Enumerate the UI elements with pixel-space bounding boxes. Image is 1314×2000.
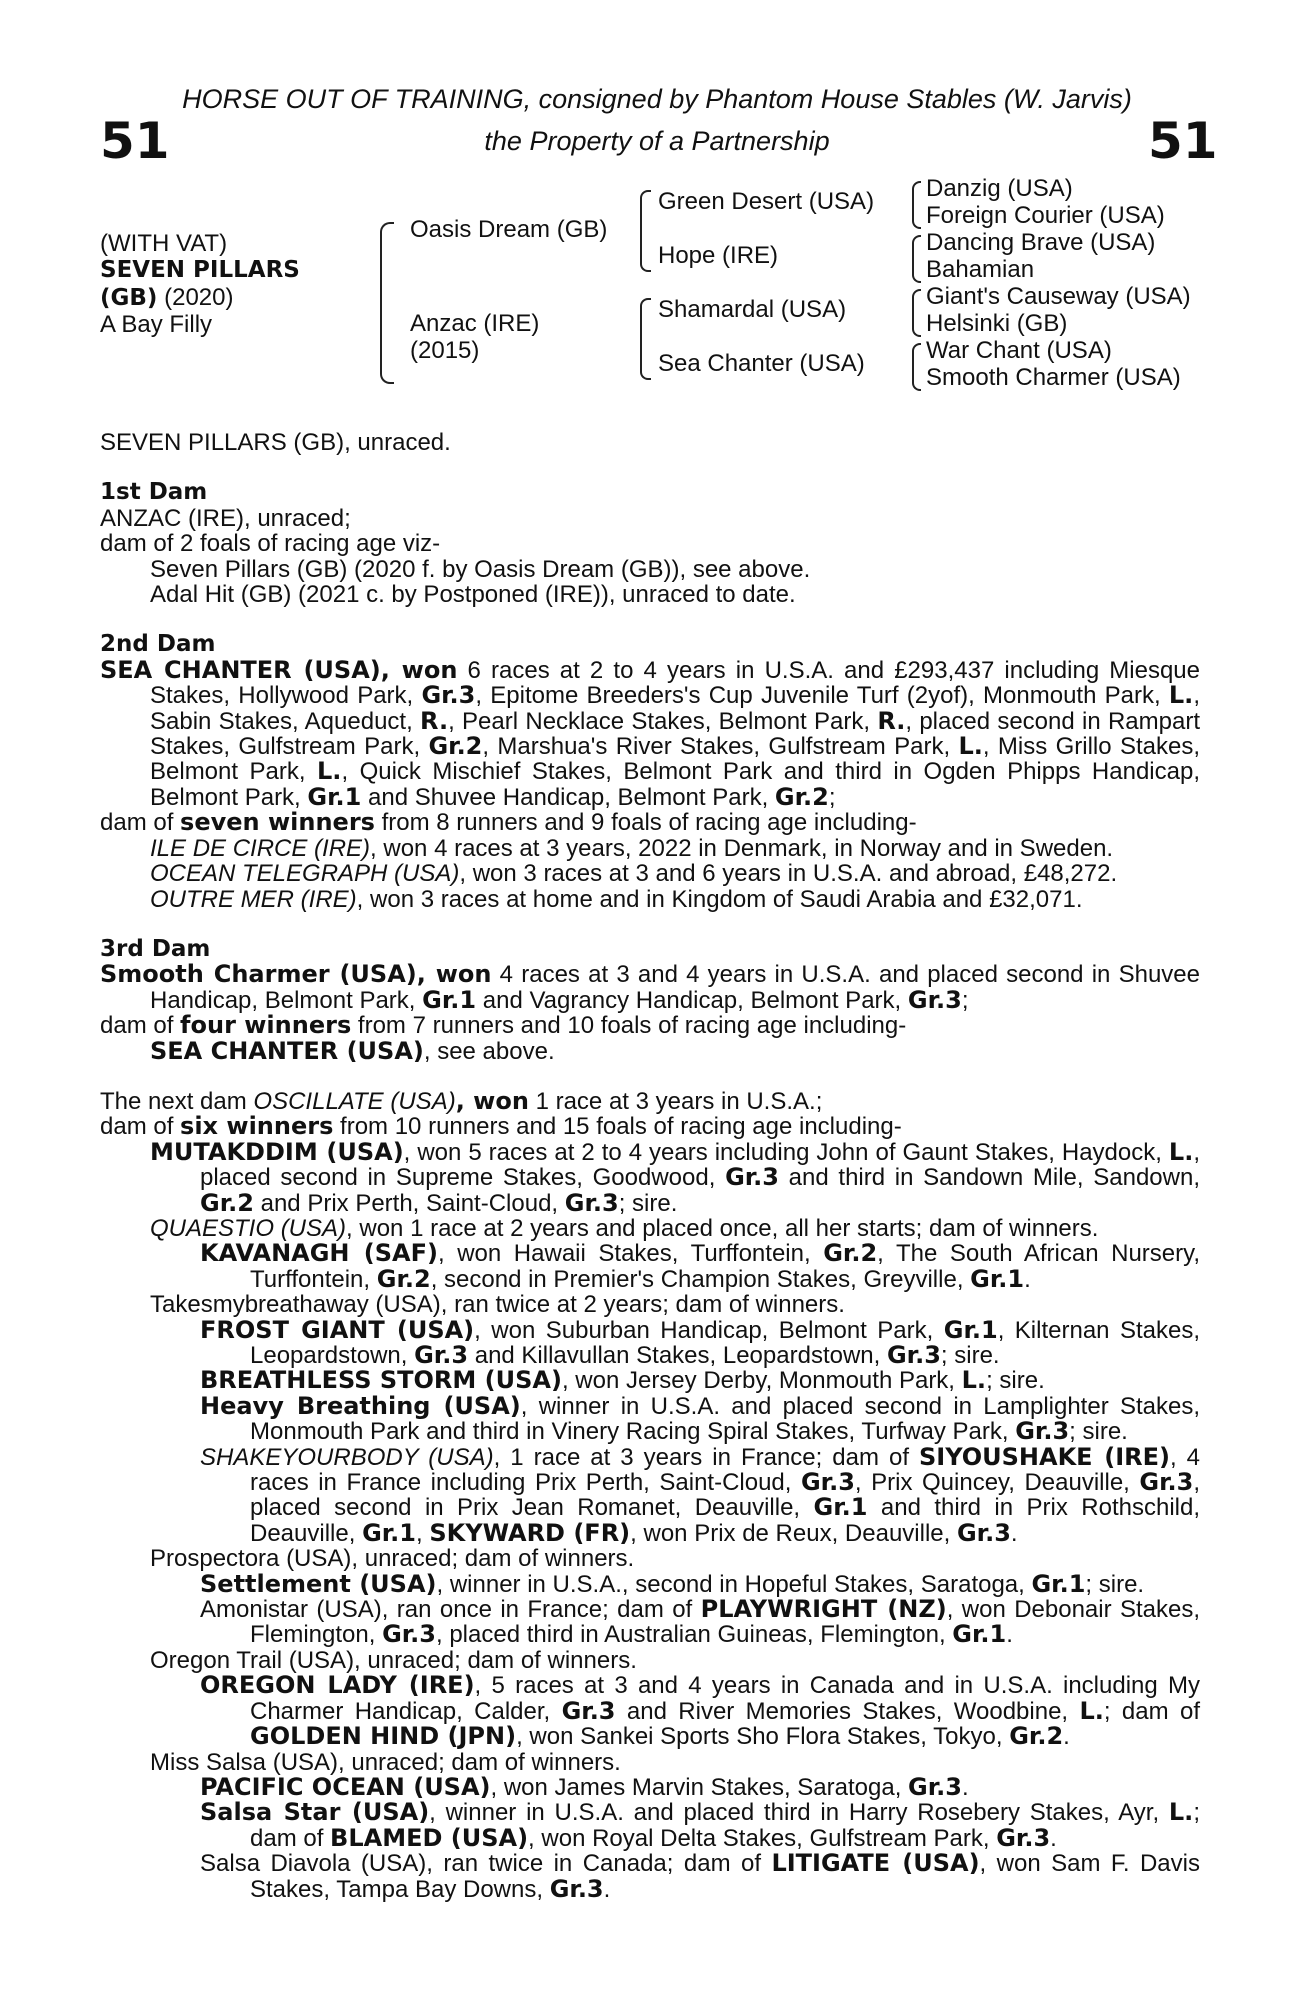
lot-number-left: 51 xyxy=(100,112,170,170)
text-span: ; dam of xyxy=(250,1799,1200,1852)
listed-label: L. xyxy=(1168,1137,1194,1166)
text-span: , won Sam F. Davis Stakes, Tampa Bay Downs, xyxy=(250,1850,1200,1903)
text-span: ; sire. xyxy=(1069,1418,1128,1446)
pedigree-sire: Oasis Dream (GB) xyxy=(410,216,608,243)
text-span: Amonistar (USA), ran once in France; dam of xyxy=(200,1596,701,1624)
text-span: , Prix Quincey, Deauville, xyxy=(854,1469,1140,1497)
horse-name: FROST GIANT (USA) xyxy=(200,1315,475,1344)
header-consignor: HORSE OUT OF TRAINING, consigned by Phantom House Stables (W. Jarvis) xyxy=(182,84,1132,114)
text-span: , Miss Grillo Stakes, Belmont Park, xyxy=(150,733,1200,786)
text-span: . xyxy=(961,1773,969,1801)
text-span: , see above. xyxy=(423,1037,555,1065)
grade-label: Gr.3 xyxy=(996,1823,1051,1852)
progeny-settlement xyxy=(100,1569,1200,1598)
pedigree-brace-4 xyxy=(912,343,921,391)
text-span: and third in Sandown Mile, Sandown, xyxy=(779,1164,1200,1192)
winners-count: six winners xyxy=(180,1112,334,1141)
text-span: , won 4 races at 3 years, 2022 in Denmark, in Norway and in Sweden. xyxy=(370,834,1114,862)
text-span: , Sabin Stakes, Aqueduct, xyxy=(150,682,1200,735)
grade-label: Gr.3 xyxy=(908,1772,962,1801)
progeny-frost-giant xyxy=(100,1315,1201,1369)
pedigree-dam: Anzac (IRE) xyxy=(410,310,540,337)
sea-chanter-entry xyxy=(100,655,1201,811)
text-span: . xyxy=(1063,1723,1070,1751)
header-property: the Property of a Partnership xyxy=(484,126,830,156)
grade-label: Gr.2 xyxy=(823,1239,878,1268)
grade-label: Gr.3 xyxy=(414,1341,469,1369)
grade-label: Gr.1 xyxy=(813,1493,868,1522)
horse-name-suffix xyxy=(100,284,233,312)
text-span: , won Suburban Handicap, Belmont Park, xyxy=(474,1316,944,1344)
listed-label: L. xyxy=(317,757,342,786)
grade-label: Gr.1 xyxy=(1031,1569,1086,1598)
listed-label: L. xyxy=(961,1366,987,1395)
horse-name: OSCILLATE (USA) xyxy=(253,1087,456,1115)
dam1-foal1: Seven Pillars (GB) (2020 f. by Oasis Dream (GB)), see above. xyxy=(150,555,811,583)
pedigree-gs4: Sea Chanter (USA) xyxy=(658,350,865,377)
progeny-shakeyourbody xyxy=(100,1442,1200,1547)
progeny-amonistar xyxy=(100,1597,1200,1648)
text-span: from 7 runners and 10 foals of racing age including- xyxy=(351,1012,907,1040)
text-span: from 8 runners and 9 foals of racing age including- xyxy=(374,809,917,837)
pedigree-brace-sire xyxy=(640,190,651,272)
text-span: , won 1 race at 2 years and placed once, all her starts; dam of winners. xyxy=(346,1214,1099,1242)
first-dam-heading: 1st Dam xyxy=(100,479,208,506)
progeny-quaestio xyxy=(100,1216,1200,1241)
progeny-kavanagh xyxy=(100,1241,1200,1292)
intro-line: SEVEN PILLARS (GB), unraced. xyxy=(100,429,451,456)
text-span: , won 5 races at 2 to 4 years including John of Gaunt Stakes, Haydock, xyxy=(403,1138,1169,1166)
vat-label: (WITH VAT) xyxy=(100,230,228,257)
grade-label: Gr.1 xyxy=(422,985,477,1014)
text-span: , Epitome Breeders's Cup Juvenile Turf (2yof), Monmouth Park, xyxy=(475,682,1169,710)
progeny-breathless-storm xyxy=(100,1368,1200,1393)
grade-label: Gr.1 xyxy=(952,1620,1007,1649)
next-dam-dam-of xyxy=(100,1114,1200,1139)
grade-label: Gr.1 xyxy=(362,1518,416,1547)
grade-label: Gr.3 xyxy=(1139,1468,1194,1497)
grade-label: Gr.1 xyxy=(943,1315,998,1344)
grade-label: Gr.1 xyxy=(307,782,362,811)
listed-label: L. xyxy=(1168,681,1194,710)
listed-label: L. xyxy=(1079,1696,1104,1725)
grade-label: Gr.3 xyxy=(549,1874,604,1903)
second-dam-heading: 2nd Dam xyxy=(100,631,216,658)
text-span: , won Jersey Derby, Monmouth Park, xyxy=(561,1367,962,1395)
text-span: , won James Marvin Stakes, Saratoga, xyxy=(490,1773,909,1801)
progeny-prospectora: Prospectora (USA), unraced; dam of winners. xyxy=(150,1545,635,1573)
horse-name: PACIFIC OCEAN (USA) xyxy=(200,1772,491,1801)
pedigree-ggs7: War Chant (USA) xyxy=(926,337,1112,364)
text-span: . xyxy=(1050,1824,1057,1852)
text-span: , won Prix de Reux, Deauville, xyxy=(630,1519,957,1547)
horse-name: OCEAN TELEGRAPH (USA) xyxy=(150,860,460,888)
text-span: 4 races at 3 and 4 years in U.S.A. and placed second in Shuvee Handicap, Belmont Park, xyxy=(150,961,1200,1014)
sea-chanter-name: SEA CHANTER (USA), won xyxy=(100,655,458,684)
winners-count: seven winners xyxy=(180,808,375,837)
progeny-sea-chanter xyxy=(100,1036,1200,1065)
text-span: , won Hawaii Stakes, Turffontein, xyxy=(437,1240,824,1268)
pedigree-ggs4: Bahamian xyxy=(926,256,1035,283)
progeny-outre-mer xyxy=(100,887,1200,912)
text-span: and River Memories Stakes, Woodbine, xyxy=(615,1697,1080,1725)
grade-label: Gr.2 xyxy=(200,1188,254,1217)
text-span: , placed second in Rampart Stakes, Gulfstream Park, xyxy=(150,707,1200,761)
pedigree-brace-2 xyxy=(912,235,921,283)
horse-name: QUAESTIO (USA) xyxy=(150,1214,347,1242)
smooth-charmer-dam-of xyxy=(100,1013,1200,1038)
pedigree-gs1: Green Desert (USA) xyxy=(658,188,875,215)
horse-name: Settlement (USA) xyxy=(200,1569,437,1598)
listed-label: L. xyxy=(958,732,983,761)
text-span: , won 3 races at 3 and 6 years in U.S.A. and abroad, £48,272. xyxy=(459,860,1118,888)
grade-label: Gr.3 xyxy=(886,1341,941,1369)
pedigree-brace-dam xyxy=(640,298,651,380)
horse-name: Smooth Charmer (USA), won xyxy=(100,960,492,989)
grade-label: Gr.3 xyxy=(907,985,962,1014)
text-span: The next dam xyxy=(100,1087,254,1115)
pedigree-gs2: Hope (IRE) xyxy=(658,242,779,269)
horse-name: SEVEN PILLARS xyxy=(100,257,300,283)
catalogue-body xyxy=(100,430,1200,1902)
progeny-ile-de-circe xyxy=(100,836,1200,861)
progeny-heavy-breathing xyxy=(100,1391,1201,1446)
text-span: , winner in U.S.A. and placed second in Lamplighter Stakes, Monmouth Park and third in Vinery Racing Spiral Stakes, Turfway Park, xyxy=(250,1392,1201,1446)
text-span: 6 races at 2 to 4 years in U.S.A. and £293,437 including Miesque Stakes, Hollywood Park, xyxy=(150,656,1200,710)
text-span: ; xyxy=(961,986,969,1014)
text-span: , won Debonair Stakes, Flemington, xyxy=(250,1596,1201,1649)
text-span: . xyxy=(1010,1519,1018,1547)
pedigree-brace-3 xyxy=(912,289,921,337)
text-span: ; sire. xyxy=(986,1367,1045,1395)
text-span: 1 race at 3 years in U.S.A.; xyxy=(528,1087,823,1115)
smooth-charmer-entry xyxy=(100,962,1200,1013)
text-span: , Quick Mischief Stakes, Belmont Park and third in Ogden Phipps Handicap, Belmont Park, xyxy=(150,758,1201,811)
horse-year: (2020) xyxy=(164,284,234,311)
horse-name: SKYWARD (FR) xyxy=(429,1518,631,1547)
lot-number-right: 51 xyxy=(1148,112,1218,170)
text-span: . xyxy=(1006,1621,1013,1649)
text-span: , won Sankei Sports Sho Flora Stakes, Tokyo, xyxy=(516,1723,1010,1751)
progeny-oregon-trail: Oregon Trail (USA), unraced; dam of winners. xyxy=(150,1646,637,1674)
listed-label: L. xyxy=(1168,1798,1194,1827)
pedigree-brace-1 xyxy=(912,181,921,229)
text-span: ; dam of xyxy=(1103,1697,1200,1725)
text-span: , placed second in Prix Jean Romanet, Deauville, xyxy=(250,1469,1200,1522)
horse-name: Heavy Breathing (USA) xyxy=(200,1391,521,1420)
grade-label: Gr.2 xyxy=(1009,1722,1064,1751)
progeny-salsa-diavola xyxy=(100,1851,1200,1902)
dam1-line1: ANZAC (IRE), unraced; xyxy=(100,504,351,532)
horse-name: Salsa Star (USA) xyxy=(200,1798,430,1827)
text-span: , Kilternan Stakes, Leopardstown, xyxy=(250,1316,1201,1369)
horse-name: BLAMED (USA) xyxy=(330,1823,529,1852)
horse-name: SHAKEYOURBODY (USA) xyxy=(200,1443,494,1471)
grade-label: Gr.3 xyxy=(956,1518,1011,1547)
text-span: and Shuvee Handicap, Belmont Park, xyxy=(361,783,775,811)
next-dam-line xyxy=(100,1086,1200,1115)
progeny-salsa-star xyxy=(100,1800,1200,1851)
grade-label: Gr.3 xyxy=(725,1163,779,1192)
horse-name: OUTRE MER (IRE) xyxy=(150,885,357,913)
dam1-foal2: Adal Hit (GB) (2021 c. by Postponed (IRE)), unraced to date. xyxy=(150,581,796,609)
text-span: , placed second in Supreme Stakes, Goodwood, xyxy=(200,1138,1200,1192)
grade-label: Gr.3 xyxy=(421,681,476,710)
grade-label: Gr.3 xyxy=(800,1468,855,1497)
horse-name: ILE DE CIRCE (IRE) xyxy=(150,834,371,862)
progeny-takesmybreathaway: Takesmybreathaway (USA), ran twice at 2 years; dam of winners. xyxy=(150,1291,845,1319)
horse-name: SEA CHANTER (USA) xyxy=(150,1036,424,1065)
horse-name: PLAYWRIGHT (NZ) xyxy=(700,1595,947,1624)
text-span: , The South African Nursery, Turffontein, xyxy=(250,1240,1201,1293)
horse-name: LITIGATE (USA) xyxy=(771,1849,980,1878)
text-span: , 4 races in France including Prix Perth, Saint-Cloud, xyxy=(250,1443,1200,1497)
horse-name: MUTAKDDIM (USA) xyxy=(150,1137,404,1166)
grade-label: Gr.3 xyxy=(1015,1417,1070,1446)
text-span: , won 3 races at home and in Kingdom of Saudi Arabia and £32,071. xyxy=(356,885,1083,913)
text-span: , placed third in Australian Guineas, Flemington, xyxy=(436,1621,953,1649)
text-span: , winner in U.S.A., second in Hopeful Stakes, Saratoga, xyxy=(436,1570,1032,1598)
progeny-miss-salsa: Miss Salsa (USA), unraced; dam of winners. xyxy=(150,1748,621,1776)
text-span: , Marshua's River Stakes, Gulfstream Park, xyxy=(482,733,959,761)
grade-label: Gr.3 xyxy=(382,1620,436,1649)
text-span: , xyxy=(416,1519,430,1547)
pedigree-dam-year: (2015) xyxy=(410,337,480,364)
text-span: , second in Premier's Champion Stakes, Greyville, xyxy=(430,1265,971,1293)
horse-name: SIYOUSHAKE (IRE) xyxy=(919,1442,1170,1471)
text-span: . xyxy=(603,1875,611,1903)
text-span: and third in Prix Rothschild, Deauville, xyxy=(250,1494,1200,1547)
pedigree-gs3: Shamardal (USA) xyxy=(658,296,847,323)
pedigree-ggs8: Smooth Charmer (USA) xyxy=(926,364,1181,391)
grade-label: Gr.2 xyxy=(774,782,829,811)
grade-label: Gr.2 xyxy=(376,1264,431,1293)
pedigree-ggs2: Foreign Courier (USA) xyxy=(926,202,1165,229)
dam1-line2: dam of 2 foals of racing age viz- xyxy=(100,530,441,558)
pedigree-brace-sire-dam xyxy=(380,222,394,384)
horse-name: KAVANAGH (SAF) xyxy=(200,1239,438,1268)
text-span: , 5 races at 3 and 4 years in Canada and in U.S.A. including My Charmer Handicap, Calder, xyxy=(250,1672,1201,1725)
progeny-oregon-lady xyxy=(100,1673,1200,1749)
text-span: , winner in U.S.A. and placed third in Harry Rosebery Stakes, Ayr, xyxy=(429,1799,1169,1827)
text-span: dam of xyxy=(100,1012,181,1040)
restricted-label: R. xyxy=(877,706,906,735)
horse-name: OREGON LADY (IRE) xyxy=(200,1671,475,1700)
progeny-pacific-ocean xyxy=(100,1772,1200,1801)
text-span: . xyxy=(1024,1265,1031,1293)
text-span: from 10 runners and 15 foals of racing age including- xyxy=(333,1113,902,1141)
text-span: ; sire. xyxy=(618,1189,678,1217)
restricted-label: R. xyxy=(420,706,449,735)
grade-label: Gr.1 xyxy=(970,1264,1025,1293)
text-span: ; sire. xyxy=(1085,1570,1145,1598)
text-span: , 1 race at 3 years in France; dam of xyxy=(493,1443,919,1471)
sea-chanter-dam-of xyxy=(100,810,1200,835)
text-span: ; sire. xyxy=(940,1342,1000,1369)
horse-name: GOLDEN HIND (JPN) xyxy=(250,1722,517,1751)
horse-description: A Bay Filly xyxy=(100,311,213,338)
pedigree-ggs3: Dancing Brave (USA) xyxy=(926,229,1156,256)
text-span: and Prix Perth, Saint-Cloud, xyxy=(253,1189,565,1217)
horse-name: BREATHLESS STORM (USA) xyxy=(200,1366,562,1395)
text-span: dam of xyxy=(100,809,181,837)
progeny-mutakddim xyxy=(100,1137,1200,1217)
grade-label: Gr.2 xyxy=(428,732,483,761)
progeny-ocean-telegraph xyxy=(100,861,1200,886)
pedigree-ggs5: Giant's Causeway (USA) xyxy=(926,283,1191,310)
pedigree-ggs6: Helsinki (GB) xyxy=(926,310,1068,337)
horse-country: (GB) xyxy=(100,285,158,311)
text-span: , Pearl Necklace Stakes, Belmont Park, xyxy=(448,707,878,735)
text-span: , won Royal Delta Stakes, Gulfstream Park, xyxy=(528,1824,997,1852)
text-span: ; xyxy=(828,783,836,811)
text-span: , won xyxy=(455,1086,529,1115)
winners-count: four winners xyxy=(180,1011,352,1040)
grade-label: Gr.3 xyxy=(564,1188,619,1217)
text-span: Salsa Diavola (USA), ran twice in Canada; dam of xyxy=(200,1850,772,1878)
pedigree-ggs1: Danzig (USA) xyxy=(926,175,1073,202)
text-span: dam of xyxy=(100,1113,181,1141)
grade-label: Gr.3 xyxy=(561,1696,616,1725)
text-span: and Killavullan Stakes, Leopardstown, xyxy=(468,1342,887,1369)
third-dam-heading: 3rd Dam xyxy=(100,935,211,962)
text-span: and Vagrancy Handicap, Belmont Park, xyxy=(476,986,908,1014)
